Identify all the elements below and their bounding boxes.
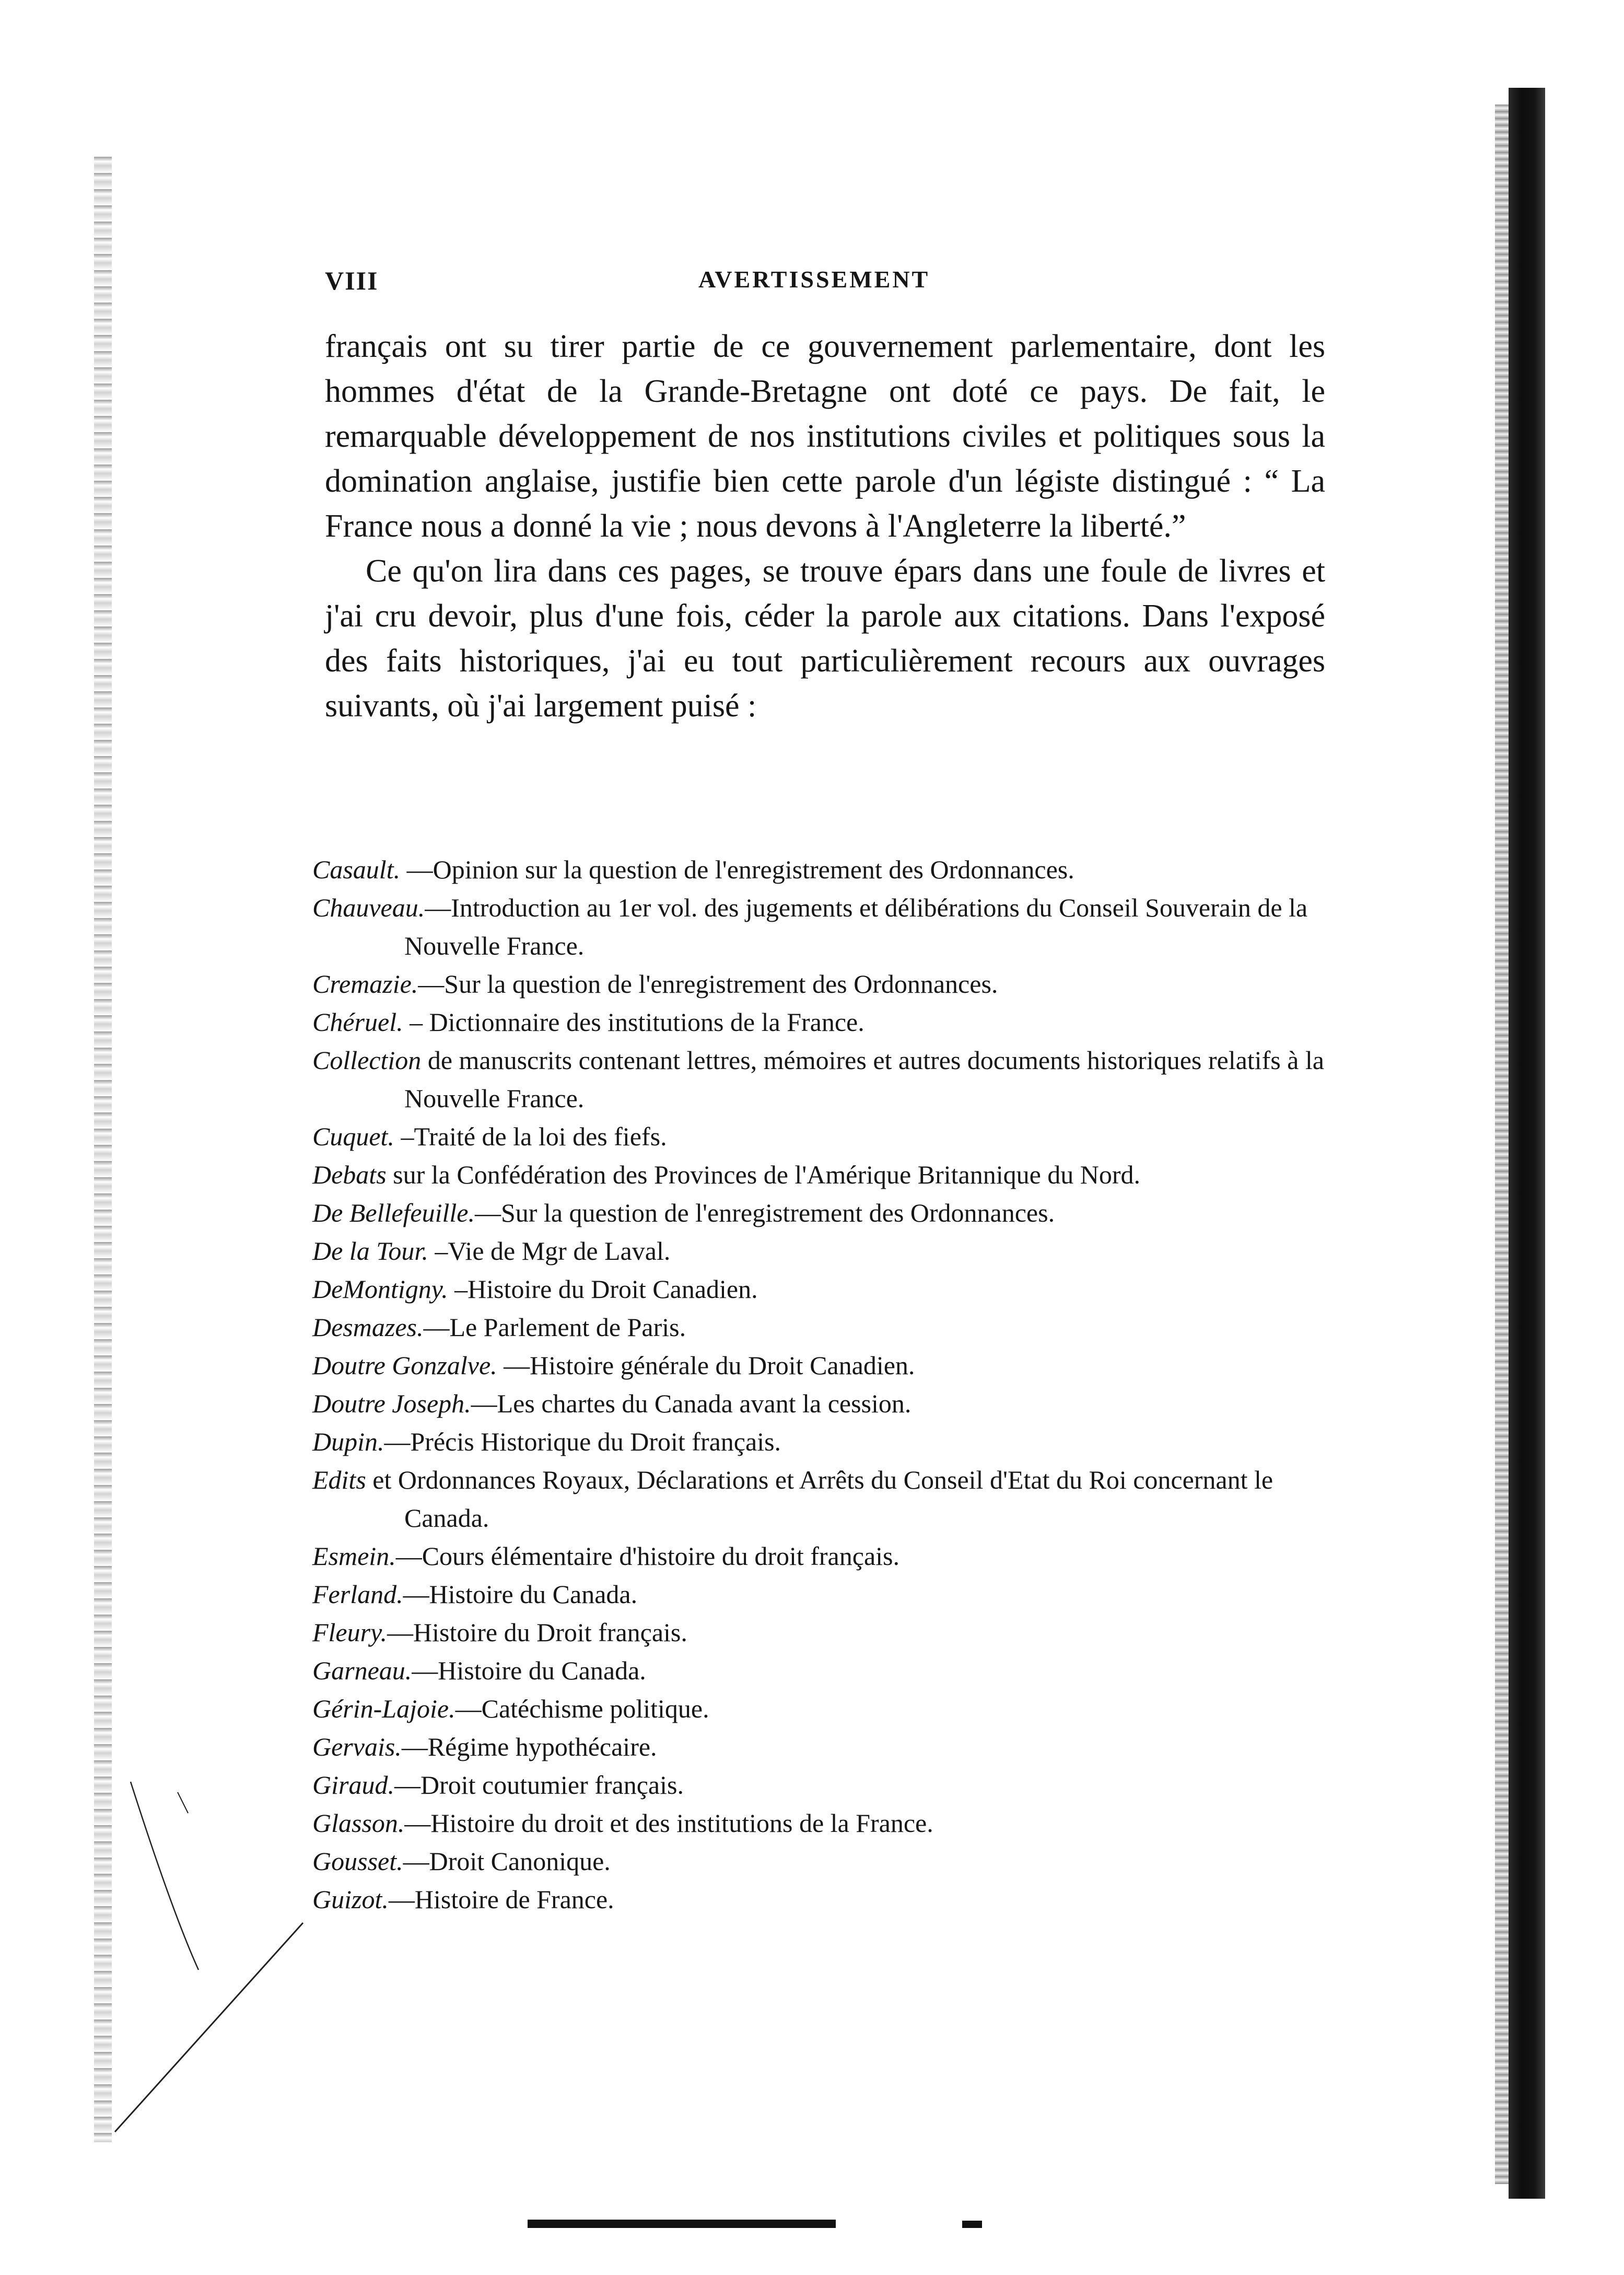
- scan-binding-edge: [1509, 88, 1545, 2199]
- entry-author: De Bellefeuille.: [312, 1198, 475, 1227]
- bibliography-entry: [312, 1690, 1328, 1728]
- entry-author: Desmazes.: [312, 1313, 424, 1342]
- bibliography-entry: [312, 1347, 1328, 1385]
- entry-title: —Précis Historique du Droit français.: [384, 1427, 781, 1456]
- bibliography-entry: [312, 1652, 1328, 1690]
- bottom-mark: [962, 2221, 982, 2228]
- bibliography-entry: [312, 1232, 1328, 1270]
- entry-author: Chéruel.: [312, 1007, 403, 1037]
- entry-title: —Histoire du Canada.: [412, 1656, 646, 1685]
- entry-author: DeMontigny.: [312, 1274, 448, 1304]
- entry-title: —Histoire de France.: [388, 1885, 614, 1914]
- entry-author: Gervais.: [312, 1732, 402, 1761]
- entry-title: – Dictionnaire des institutions de la France.: [403, 1007, 864, 1037]
- page-number: VIII: [325, 266, 379, 295]
- pen-scribble-mark: [94, 1724, 407, 2142]
- entry-author: De la Tour.: [312, 1236, 428, 1266]
- entry-title: —Le Parlement de Paris.: [423, 1313, 686, 1342]
- bibliography-entry: [312, 1728, 1328, 1766]
- entry-author: Guizot.: [312, 1885, 389, 1914]
- entry-title: de manuscrits contenant lettres, mémoires et autres documents historiques relatifs à la Nouvelle France.: [404, 1046, 1324, 1113]
- entry-author: Dupin.: [312, 1427, 384, 1456]
- entry-author: Casault.: [312, 855, 401, 884]
- bottom-rule: [528, 2220, 836, 2228]
- body-text: [325, 324, 1325, 728]
- entry-author: Doutre Gonzalve.: [312, 1351, 497, 1380]
- entry-title: —Histoire générale du Droit Canadien.: [497, 1351, 915, 1380]
- entry-title: –Histoire du Droit Canadien.: [448, 1274, 758, 1304]
- entry-title: —Sur la question de l'enregistrement des Ordonnances.: [418, 969, 998, 999]
- entry-title: et Ordonnances Royaux, Déclarations et Arrêts du Conseil d'Etat du Roi concernant le Canada.: [366, 1465, 1274, 1533]
- entry-title: —Droit Canonique.: [403, 1847, 611, 1876]
- entry-title: —Les chartes du Canada avant la cession.: [471, 1389, 912, 1418]
- entry-author: Debats: [312, 1160, 387, 1189]
- entry-author: Cuquet.: [312, 1122, 394, 1151]
- bibliography-entry: [312, 1537, 1328, 1575]
- entry-title: —Régime hypothécaire.: [401, 1732, 657, 1761]
- bibliography-entry: [312, 1385, 1328, 1423]
- bibliography-entry: [312, 1194, 1328, 1232]
- entry-title: –Vie de Mgr de Laval.: [428, 1236, 671, 1266]
- bibliography-entry: [312, 1423, 1328, 1461]
- entry-title: —Introduction au 1er vol. des jugements et délibérations du Conseil Souverain de la Nouvelle France.: [404, 893, 1308, 960]
- bibliography-entry: [312, 1575, 1328, 1614]
- paragraph: français ont su tirer partie de ce gouvernement parlementaire, dont les hommes d'état de la Grande-Bretagne ont doté ce pays. De fait, le remarquable développement de nos institutions civiles et politiques sous la domination anglaise, justifie bien cette parole d'un légiste distingué : “ La France nous a donné la vie ; nous devons à l'Angleterre la liberté.”: [325, 329, 1325, 544]
- bibliography-entry: [312, 851, 1328, 889]
- entry-title: —Droit coutumier français.: [394, 1770, 684, 1800]
- entry-title: —Sur la question de l'enregistrement des Ordonnances.: [474, 1198, 1055, 1227]
- entry-author: Giraud.: [312, 1770, 394, 1800]
- entry-author: Fleury.: [312, 1618, 388, 1647]
- entry-author: Glasson.: [312, 1808, 405, 1838]
- entry-author: Collection: [312, 1046, 422, 1075]
- bibliography-entry: [312, 1041, 1328, 1118]
- page-header: [325, 265, 1317, 302]
- bibliography-entry: [312, 1156, 1328, 1194]
- entry-title: —Opinion sur la question de l'enregistrement des Ordonnances.: [400, 855, 1074, 884]
- bibliography-entry: [312, 1003, 1328, 1041]
- bibliography-entry: [312, 889, 1328, 965]
- entry-author: Ferland.: [312, 1580, 403, 1609]
- entry-author: Chauveau.: [312, 893, 425, 922]
- entry-title: —Histoire du Droit français.: [387, 1618, 687, 1647]
- entry-author: Gousset.: [312, 1847, 403, 1876]
- running-title: AVERTISSEMENT: [698, 266, 930, 293]
- bibliography-entry: [312, 1766, 1328, 1804]
- entry-title: —Histoire du Canada.: [403, 1580, 638, 1609]
- entry-author: Cremazie.: [312, 969, 418, 999]
- entry-author: Doutre Joseph.: [312, 1389, 471, 1418]
- bibliography-list: [312, 851, 1328, 1919]
- bibliography-entry: [312, 1842, 1328, 1881]
- bibliography-entry: [312, 1461, 1328, 1537]
- entry-author: Gérin-Lajoie.: [312, 1694, 455, 1723]
- bibliography-entry: [312, 1308, 1328, 1347]
- bibliography-entry: [312, 1804, 1328, 1842]
- entry-title: –Traité de la loi des fiefs.: [394, 1122, 667, 1151]
- entry-author: Edits: [312, 1465, 366, 1494]
- bibliography-entry: [312, 1118, 1328, 1156]
- paragraph: Ce qu'on lira dans ces pages, se trouve épars dans une foule de livres et j'ai cru devoir, plus d'une fois, céder la parole aux citations. Dans l'exposé des faits historiques, j'ai eu tout particulièrement recours aux ouvrages suivants, où j'ai largement puisé :: [325, 553, 1325, 724]
- bibliography-entry: [312, 965, 1328, 1003]
- bibliography-entry: [312, 1270, 1328, 1308]
- entry-author: Esmein.: [312, 1541, 396, 1571]
- bibliography-entry: [312, 1881, 1328, 1919]
- entry-title: —Histoire du droit et des institutions de la France.: [404, 1808, 933, 1838]
- bibliography-entry: [312, 1614, 1328, 1652]
- entry-title: —Catéchisme politique.: [455, 1694, 709, 1723]
- entry-author: Garneau.: [312, 1656, 412, 1685]
- entry-title: sur la Confédération des Provinces de l'Amérique Britannique du Nord.: [386, 1160, 1141, 1189]
- entry-title: —Cours élémentaire d'histoire du droit français.: [395, 1541, 899, 1571]
